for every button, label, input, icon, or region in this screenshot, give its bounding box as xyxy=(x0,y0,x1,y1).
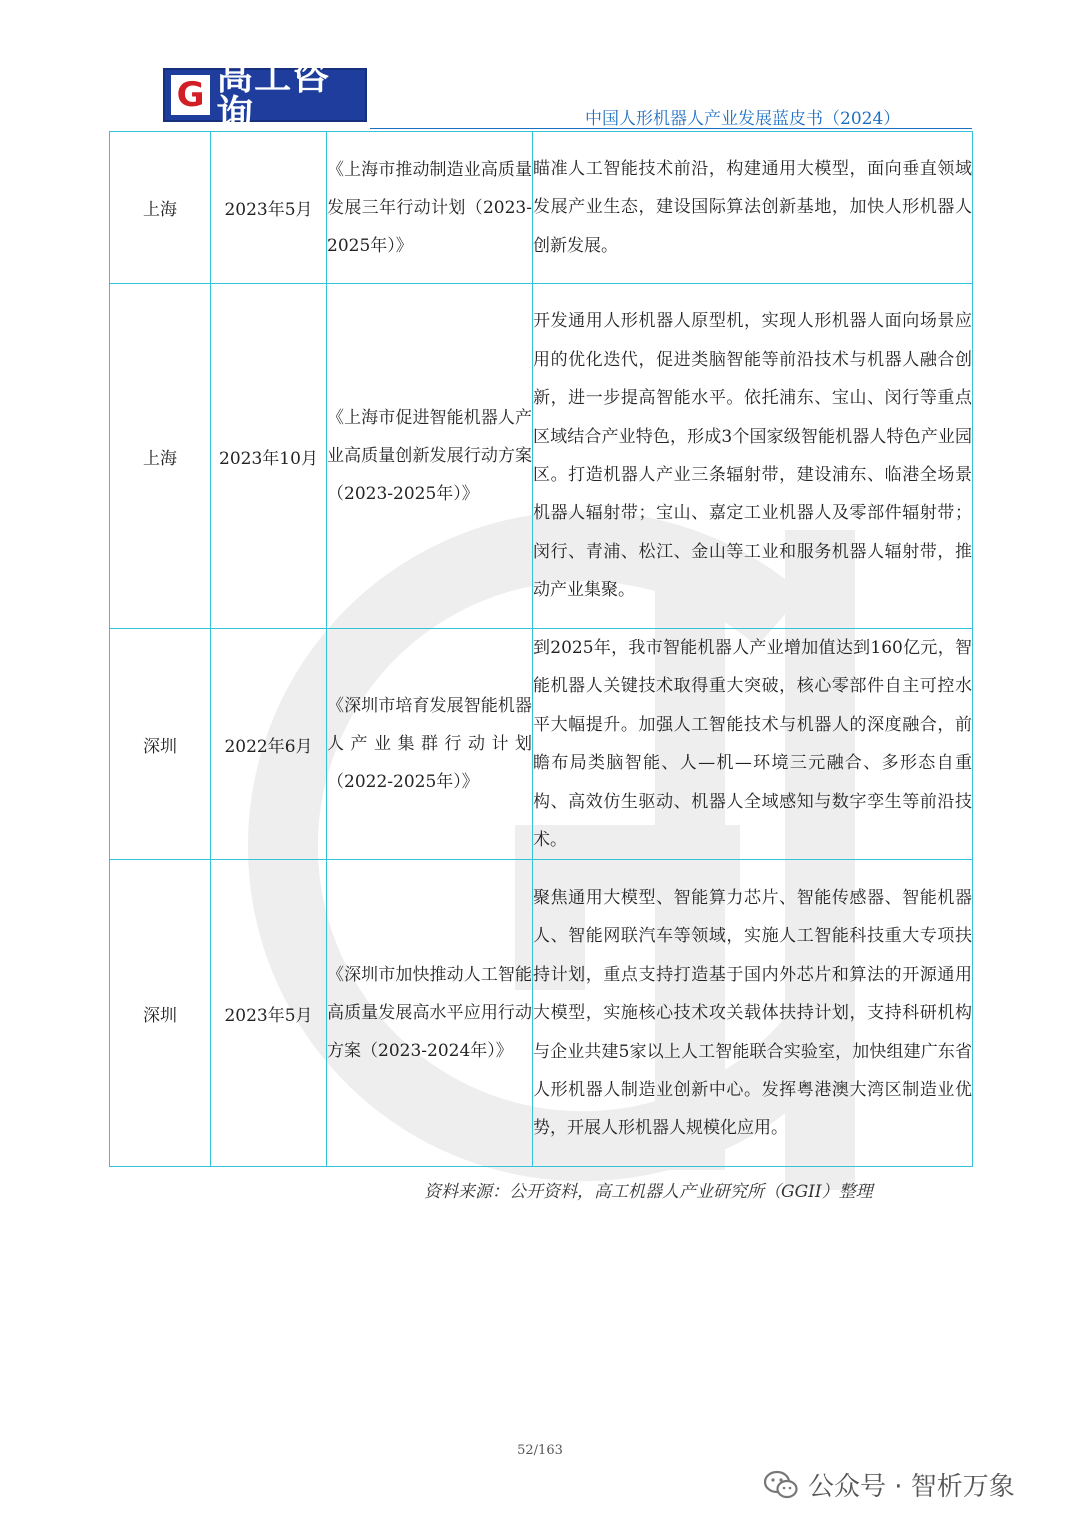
wechat-icon xyxy=(764,1470,798,1500)
footer-brand xyxy=(764,1466,1015,1503)
policy-content-cell: 瞄准人工智能技术前沿，构建通用大模型，面向垂直领域发展产业生态，建设国际算法创新基地，加快人形机器人创新发展。 xyxy=(533,132,973,284)
table-row xyxy=(110,284,973,629)
date-cell: 2023年5月 xyxy=(211,132,327,284)
table-row xyxy=(110,860,973,1167)
policy-content-cell: 聚焦通用大模型、智能算力芯片、智能传感器、智能机器人、智能网联汽车等领域，实施人工智能科技重大专项扶持计划，重点支持打造基于国内外芯片和算法的开源通用大模型，实施核心技术攻关载体扶持计划，支持科研机构与企业共建5家以上人工智能联合实验室，加快组建广东省人形机器人制造业创新中心。发挥粤港澳大湾区制造业优势，开展人形机器人规模化应用。 xyxy=(533,860,973,1167)
document-title: 中国人形机器人产业发展蓝皮书（2024） xyxy=(585,109,901,129)
city-cell: 上海 xyxy=(110,284,211,629)
table-row xyxy=(110,629,973,860)
city-cell: 深圳 xyxy=(110,860,211,1167)
date-cell: 2023年10月 xyxy=(211,284,327,629)
table-row xyxy=(110,132,973,284)
policy-title-cell: 《深圳市加快推动人工智能高质量发展高水平应用行动方案（2023-2024年）》 xyxy=(327,860,533,1167)
date-cell: 2022年6月 xyxy=(211,629,327,860)
source-note: 资料来源：公开资料，高工机器人产业研究所（GGII）整理 xyxy=(424,1182,873,1202)
footer-brand-text: 公众号 · 智析万象 xyxy=(808,1472,1015,1502)
city-cell: 深圳 xyxy=(110,629,211,860)
page-number: 52/163 xyxy=(517,1443,563,1458)
policy-title-cell: 《深圳市培育发展智能机器人产业集群行动计划（2022-2025年）》 xyxy=(327,629,533,860)
policy-table xyxy=(109,131,973,1167)
date-cell: 2023年5月 xyxy=(211,860,327,1167)
header-divider xyxy=(370,128,972,129)
gaogong-logo xyxy=(163,55,367,135)
policy-content-cell: 开发通用人形机器人原型机，实现人形机器人面向场景应用的优化迭代，促进类脑智能等前沿技术与机器人融合创新，进一步提高智能水平。依托浦东、宝山、闵行等重点区域结合产业特色，形成3个国家级智能机器人特色产业园区。打造机器人产业三条辐射带，建设浦东、临港全场景机器人辐射带；宝山、嘉定工业机器人及零部件辐射带；闵行、青浦、松江、金山等工业和服务机器人辐射带，推动产业集聚。 xyxy=(533,284,973,629)
logo-text: 高工咨询 xyxy=(216,55,331,135)
policy-title-cell: 《上海市推动制造业高质量发展三年行动计划（2023-2025年）》 xyxy=(327,132,533,284)
policy-content-cell: 到2025年，我市智能机器人产业增加值达到160亿元，智能机器人关键技术取得重大突破，核心零部件自主可控水平大幅提升。加强人工智能技术与机器人的深度融合，前瞻布局类脑智能、人—机—环境三元融合、多形态自重构、高效仿生驱动、机器人全域感知与数字孪生等前沿技术。 xyxy=(533,629,973,860)
policy-title-cell: 《上海市促进智能机器人产业高质量创新发展行动方案（2023-2025年）》 xyxy=(327,284,533,629)
city-cell: 上海 xyxy=(110,132,211,284)
logo-mark: G xyxy=(171,75,210,115)
